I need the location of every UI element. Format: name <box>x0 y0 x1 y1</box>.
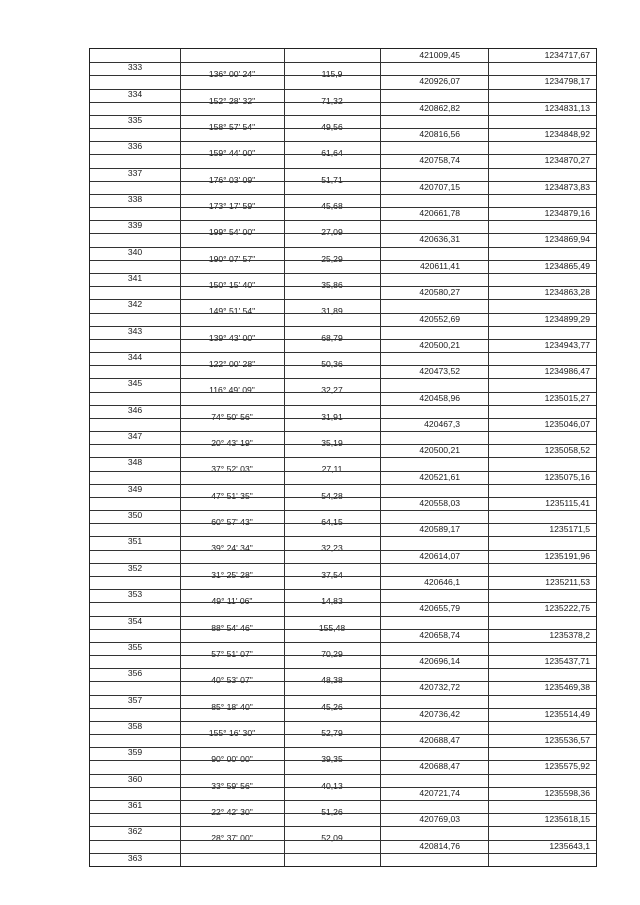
y-coordinate: 1234873,83 <box>544 181 590 192</box>
segment-length: 68,79 <box>321 332 343 343</box>
x-coordinate: 420661,78 <box>419 208 460 219</box>
segment-length: 32,23 <box>321 543 343 554</box>
y-coordinate: 1235015,27 <box>544 392 590 403</box>
direction-angle: 152° 28' 32" <box>208 95 256 106</box>
direction-angle: 116° 49' 09" <box>209 385 255 396</box>
direction-angle: 150° 15' 40" <box>208 279 256 290</box>
x-coordinate: 420655,79 <box>419 603 460 614</box>
point-number: 337 <box>127 167 143 178</box>
y-coordinate: 1234986,47 <box>544 366 590 377</box>
x-coordinate: 420521,61 <box>419 471 460 482</box>
point-number: 348 <box>127 457 143 468</box>
y-coordinate: 1235536,57 <box>544 735 590 746</box>
point-number: 344 <box>127 352 143 363</box>
direction-angle: 136° 00' 24" <box>208 69 256 80</box>
x-coordinate: 420926,07 <box>419 76 460 87</box>
x-coordinate: 420688,47 <box>419 761 460 772</box>
y-coordinate: 1235643,1 <box>549 840 590 851</box>
x-coordinate: 420862,82 <box>419 102 460 113</box>
x-coordinate: 420458,96 <box>419 392 460 403</box>
y-coordinate: 1235211,53 <box>545 577 590 587</box>
point-number: 355 <box>127 641 143 652</box>
segment-length: 32,27 <box>321 385 343 396</box>
point-number: 363 <box>127 852 143 863</box>
x-coordinate: 420500,21 <box>419 445 460 456</box>
point-number: 345 <box>127 378 143 389</box>
point-number: 358 <box>127 720 143 731</box>
x-coordinate: 420814,76 <box>419 840 460 851</box>
y-coordinate: 1235058,52 <box>544 445 590 456</box>
x-coordinate: 420467,3 <box>424 418 460 429</box>
y-coordinate: 1235598,36 <box>544 787 590 798</box>
direction-angle: 22° 42' 30" <box>211 806 253 817</box>
direction-angle: 85° 18' 40" <box>211 701 253 712</box>
segment-length: 54,28 <box>321 490 343 501</box>
direction-angle: 199° 54' 00" <box>208 227 256 238</box>
segment-length: 37,54 <box>321 569 343 580</box>
coordinate-table <box>89 48 597 867</box>
point-number: 354 <box>127 615 143 626</box>
point-number: 359 <box>127 747 143 758</box>
direction-angle: 176° 03' 09" <box>208 174 256 185</box>
segment-length: 27,11 <box>321 464 343 475</box>
y-coordinate: 1235618,15 <box>544 814 590 825</box>
y-coordinate: 1235514,49 <box>544 708 590 719</box>
y-coordinate: 1234899,29 <box>544 313 590 324</box>
point-number: 356 <box>127 668 143 679</box>
direction-angle: 37° 52' 03" <box>211 464 253 475</box>
point-number: 335 <box>127 114 143 125</box>
x-coordinate: 420732,72 <box>419 682 460 693</box>
x-coordinate: 420816,56 <box>419 129 460 140</box>
segment-length: 31,89 <box>321 306 343 317</box>
direction-angle: 122° 00' 28" <box>208 359 256 370</box>
y-coordinate: 1235437,71 <box>544 656 590 667</box>
y-coordinate: 1235171,5 <box>549 524 590 535</box>
point-number: 343 <box>127 325 143 336</box>
y-coordinate: 1234870,27 <box>544 155 590 166</box>
x-coordinate: 420558,03 <box>419 497 460 508</box>
direction-angle: 31° 25' 28" <box>211 569 253 580</box>
segment-length: 70,29 <box>321 648 343 659</box>
direction-angle: 20° 43' 19" <box>211 438 253 449</box>
point-number: 362 <box>127 826 143 837</box>
direction-angle: 158° 57' 54" <box>208 121 256 132</box>
segment-length: 64,15 <box>321 517 343 528</box>
direction-angle: 47° 51' 35" <box>211 490 253 501</box>
y-coordinate: 1234848,92 <box>544 129 590 140</box>
x-coordinate: 420614,07 <box>419 550 460 561</box>
y-coordinate: 1234831,13 <box>544 102 590 113</box>
point-number: 351 <box>127 536 143 547</box>
segment-length: 31,91 <box>321 411 343 422</box>
x-coordinate: 420589,17 <box>419 524 460 535</box>
direction-angle: 173° 17' 59" <box>208 200 256 211</box>
x-coordinate: 420646,1 <box>424 577 460 587</box>
point-number: 339 <box>127 220 143 231</box>
y-coordinate: 1235046,07 <box>544 418 590 429</box>
direction-angle: 33° 59' 56" <box>211 780 253 791</box>
point-number: 334 <box>127 88 143 99</box>
segment-length: 45,68 <box>321 200 343 211</box>
direction-angle: 74° 50' 56" <box>211 411 253 422</box>
segment-length: 51,71 <box>321 174 343 185</box>
y-coordinate: 1235191,96 <box>544 550 590 561</box>
segment-length: 25,29 <box>321 253 343 264</box>
segment-length: 35,19 <box>321 438 343 449</box>
direction-angle: 49° 11' 06" <box>211 596 253 607</box>
direction-angle: 90° 00' 00" <box>211 754 253 765</box>
x-coordinate: 420688,47 <box>419 735 460 746</box>
direction-angle: 88° 54' 46" <box>211 622 253 633</box>
point-number: 353 <box>127 589 143 600</box>
x-coordinate: 421009,45 <box>419 50 460 60</box>
x-coordinate: 420758,74 <box>419 155 460 166</box>
segment-length: 50,36 <box>321 359 343 370</box>
direction-angle: 60° 57' 43" <box>211 517 253 528</box>
segment-length: 40,13 <box>321 780 343 791</box>
segment-length: 71,32 <box>321 95 343 106</box>
point-number: 338 <box>127 193 143 204</box>
point-number: 361 <box>127 799 143 810</box>
x-coordinate: 420696,14 <box>419 656 460 667</box>
y-coordinate: 1235469,38 <box>544 682 590 693</box>
segment-length: 48,38 <box>321 675 343 686</box>
y-coordinate: 1234863,28 <box>544 287 590 298</box>
direction-angle: 39° 24' 34" <box>211 543 253 554</box>
direction-angle: 139° 43' 00" <box>208 332 256 343</box>
point-number: 333 <box>127 62 143 73</box>
x-coordinate: 420500,21 <box>419 339 460 350</box>
y-coordinate: 1234869,94 <box>544 234 590 245</box>
point-number: 346 <box>127 404 143 415</box>
direction-angle: 155° 16' 30" <box>208 727 256 738</box>
x-coordinate: 420736,42 <box>419 708 460 719</box>
x-coordinate: 420552,69 <box>419 313 460 324</box>
segment-length: 49,56 <box>321 121 343 132</box>
segment-length: 52,09 <box>321 833 343 844</box>
point-number: 347 <box>127 431 143 442</box>
segment-length: 61,64 <box>321 148 343 159</box>
direction-angle: 149° 51' 54" <box>208 306 256 317</box>
x-coordinate: 420707,15 <box>419 181 460 192</box>
point-number: 340 <box>127 246 143 257</box>
point-number: 350 <box>127 510 143 521</box>
direction-angle: 57° 51' 07" <box>211 648 253 659</box>
y-coordinate: 1234717,67 <box>544 50 590 60</box>
x-coordinate: 420611,41 <box>420 260 460 271</box>
segment-length: 27,09 <box>321 227 343 238</box>
y-coordinate: 1235075,16 <box>544 471 590 482</box>
point-number: 336 <box>127 141 143 152</box>
segment-length: 45,26 <box>321 701 343 712</box>
x-coordinate: 420721,74 <box>419 787 460 798</box>
point-number: 360 <box>127 773 143 784</box>
x-coordinate: 420473,52 <box>419 366 460 377</box>
segment-length: 14,83 <box>321 596 343 607</box>
segment-length: 51,26 <box>321 806 343 817</box>
direction-angle: 190° 07' 57" <box>208 253 256 264</box>
x-coordinate: 420769,03 <box>419 814 460 825</box>
point-number: 342 <box>127 299 143 310</box>
point-number: 352 <box>127 562 143 573</box>
point-number: 357 <box>127 694 143 705</box>
direction-angle: 28° 37' 00" <box>211 833 253 844</box>
segment-length: 155,48 <box>318 622 346 633</box>
y-coordinate: 1235115,41 <box>545 497 590 508</box>
point-number: 341 <box>127 272 143 283</box>
point-number: 349 <box>127 483 143 494</box>
y-coordinate: 1234865,49 <box>544 260 590 271</box>
y-coordinate: 1235378,2 <box>549 629 590 640</box>
x-coordinate: 420658,74 <box>419 629 460 640</box>
segment-length: 39,35 <box>321 754 343 765</box>
y-coordinate: 1235222,75 <box>544 603 590 614</box>
direction-angle: 159° 44' 00" <box>208 148 256 159</box>
y-coordinate: 1234943,77 <box>544 339 590 350</box>
segment-length: 115,9 <box>321 69 343 80</box>
y-coordinate: 1234798,17 <box>544 76 590 87</box>
segment-length: 52,79 <box>321 727 343 738</box>
y-coordinate: 1235575,92 <box>544 761 590 772</box>
x-coordinate: 420636,31 <box>419 234 460 245</box>
x-coordinate: 420580,27 <box>419 287 460 298</box>
segment-length: 35,86 <box>321 279 343 290</box>
y-coordinate: 1234879,16 <box>544 208 590 219</box>
direction-angle: 40° 53' 07" <box>211 675 253 686</box>
